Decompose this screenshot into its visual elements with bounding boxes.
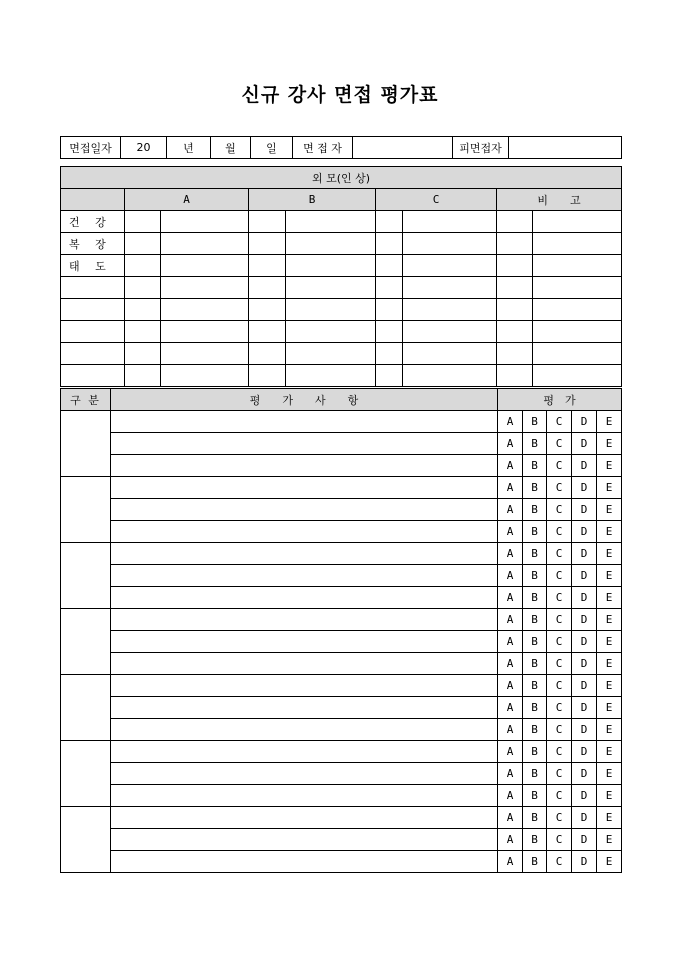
evaluation-category-cell[interactable] xyxy=(61,807,111,873)
grade-option-d[interactable]: D xyxy=(572,477,597,499)
appearance-input-cell[interactable] xyxy=(286,299,376,321)
evaluation-table xyxy=(60,388,622,873)
grade-option-a[interactable]: A xyxy=(498,697,523,719)
grade-option-e[interactable]: E xyxy=(597,455,622,477)
appearance-input-cell[interactable] xyxy=(497,321,533,343)
grade-option-b[interactable]: B xyxy=(523,521,547,543)
evaluation-category-cell[interactable] xyxy=(61,741,111,807)
appearance-input-cell[interactable] xyxy=(376,299,403,321)
appearance-section-title: 외 모(인 상) xyxy=(61,167,622,189)
grade-option-d[interactable]: D xyxy=(572,565,597,587)
grade-option-d[interactable]: D xyxy=(572,455,597,477)
appearance-input-cell[interactable] xyxy=(249,211,286,233)
month-unit: 월 xyxy=(225,141,236,155)
evaluation-item-cell[interactable] xyxy=(111,785,498,807)
evaluation-row xyxy=(61,477,622,499)
grade-option-a[interactable]: A xyxy=(498,785,523,807)
appearance-input-cell[interactable] xyxy=(286,321,376,343)
grade-option-a[interactable]: A xyxy=(498,565,523,587)
evaluation-item-cell[interactable] xyxy=(111,829,498,851)
evaluation-row xyxy=(61,763,622,785)
appearance-input-cell[interactable] xyxy=(497,299,533,321)
evaluation-row xyxy=(61,741,622,763)
appearance-input-cell[interactable] xyxy=(403,211,497,233)
appearance-input-cell[interactable] xyxy=(376,255,403,277)
appearance-row xyxy=(61,277,622,299)
appearance-input-cell[interactable] xyxy=(376,211,403,233)
appearance-row xyxy=(61,233,622,255)
grade-option-e[interactable]: E xyxy=(597,477,622,499)
grade-option-c[interactable]: C xyxy=(547,587,572,609)
grade-option-e[interactable]: E xyxy=(597,807,622,829)
appearance-input-cell[interactable] xyxy=(403,255,497,277)
appearance-input-cell[interactable] xyxy=(497,211,533,233)
appearance-input-cell[interactable] xyxy=(125,255,161,277)
grade-option-e[interactable]: E xyxy=(597,433,622,455)
evaluation-category-cell[interactable] xyxy=(61,543,111,609)
grade-option-c[interactable]: C xyxy=(547,477,572,499)
evaluation-row xyxy=(61,609,622,631)
grade-option-c[interactable]: C xyxy=(547,719,572,741)
grade-option-b[interactable]: B xyxy=(523,411,547,433)
evaluation-item-cell[interactable] xyxy=(111,719,498,741)
interview-info-table xyxy=(60,136,622,159)
appearance-row-label: 복 장 xyxy=(61,233,125,255)
appearance-input-cell[interactable] xyxy=(403,233,497,255)
grade-option-b[interactable]: B xyxy=(523,785,547,807)
grade-option-e[interactable]: E xyxy=(597,609,622,631)
appearance-input-cell[interactable] xyxy=(125,277,161,299)
grade-option-a[interactable]: A xyxy=(498,477,523,499)
date-label: 면접일자 xyxy=(61,137,121,159)
evaluation-row xyxy=(61,411,622,433)
grade-option-b[interactable]: B xyxy=(523,565,547,587)
interviewer-label: 면 접 자 xyxy=(293,137,353,159)
appearance-input-cell[interactable] xyxy=(533,321,622,343)
appearance-row-label xyxy=(61,299,125,321)
month-field[interactable] xyxy=(211,137,251,159)
column-header-remarks: 비 고 xyxy=(497,189,622,211)
column-header-a: A xyxy=(125,189,249,211)
evaluation-category-cell[interactable] xyxy=(61,477,111,543)
appearance-corner-cell xyxy=(61,189,125,211)
evaluation-item-cell[interactable] xyxy=(111,477,498,499)
grade-option-b[interactable]: B xyxy=(523,829,547,851)
appearance-row-label xyxy=(61,343,125,365)
grade-option-e[interactable]: E xyxy=(597,763,622,785)
appearance-input-cell[interactable] xyxy=(286,255,376,277)
grade-option-e[interactable]: E xyxy=(597,521,622,543)
appearance-input-cell[interactable] xyxy=(376,277,403,299)
grade-option-a[interactable]: A xyxy=(498,675,523,697)
grade-option-d[interactable]: D xyxy=(572,433,597,455)
grade-option-b[interactable]: B xyxy=(523,719,547,741)
grade-option-a[interactable]: A xyxy=(498,411,523,433)
grade-option-c[interactable]: C xyxy=(547,763,572,785)
grade-option-d[interactable]: D xyxy=(572,741,597,763)
grade-option-e[interactable]: E xyxy=(597,829,622,851)
appearance-input-cell[interactable] xyxy=(376,365,403,387)
evaluation-item-cell[interactable] xyxy=(111,741,498,763)
appearance-row xyxy=(61,299,622,321)
grade-option-c[interactable]: C xyxy=(547,609,572,631)
appearance-input-cell[interactable] xyxy=(403,321,497,343)
appearance-input-cell[interactable] xyxy=(403,277,497,299)
grade-option-e[interactable]: E xyxy=(597,675,622,697)
grade-option-a[interactable]: A xyxy=(498,631,523,653)
appearance-input-cell[interactable] xyxy=(286,365,376,387)
grade-option-c[interactable]: C xyxy=(547,653,572,675)
grade-option-c[interactable]: C xyxy=(547,543,572,565)
evaluation-row xyxy=(61,433,622,455)
evaluation-category-cell[interactable] xyxy=(61,609,111,675)
grade-option-a[interactable]: A xyxy=(498,433,523,455)
grade-option-d[interactable]: D xyxy=(572,653,597,675)
grade-option-b[interactable]: B xyxy=(523,477,547,499)
grade-option-c[interactable]: C xyxy=(547,807,572,829)
appearance-row xyxy=(61,365,622,387)
evaluation-item-cell[interactable] xyxy=(111,521,498,543)
evaluation-row xyxy=(61,653,622,675)
grade-option-e[interactable]: E xyxy=(597,741,622,763)
grade-option-c[interactable]: C xyxy=(547,521,572,543)
grade-option-d[interactable]: D xyxy=(572,543,597,565)
grade-option-a[interactable]: A xyxy=(498,851,523,873)
grade-option-d[interactable]: D xyxy=(572,521,597,543)
grade-option-d[interactable]: D xyxy=(572,587,597,609)
grade-option-e[interactable]: E xyxy=(597,785,622,807)
appearance-input-cell[interactable] xyxy=(403,343,497,365)
grade-option-e[interactable]: E xyxy=(597,851,622,873)
appearance-input-cell[interactable] xyxy=(286,343,376,365)
evaluation-item-cell[interactable] xyxy=(111,543,498,565)
grade-option-e[interactable]: E xyxy=(597,631,622,653)
year-field[interactable] xyxy=(167,137,211,159)
appearance-row-label xyxy=(61,277,125,299)
evaluation-category-cell[interactable] xyxy=(61,675,111,741)
appearance-input-cell[interactable] xyxy=(125,343,161,365)
evaluation-item-cell[interactable] xyxy=(111,763,498,785)
evaluation-row xyxy=(61,807,622,829)
interviewer-field[interactable] xyxy=(353,137,453,159)
evaluation-item-cell[interactable] xyxy=(111,697,498,719)
grade-option-b[interactable]: B xyxy=(523,587,547,609)
appearance-input-cell[interactable] xyxy=(497,233,533,255)
appearance-input-cell[interactable] xyxy=(249,233,286,255)
appearance-input-cell[interactable] xyxy=(125,365,161,387)
grade-option-b[interactable]: B xyxy=(523,807,547,829)
grade-option-a[interactable]: A xyxy=(498,587,523,609)
appearance-input-cell[interactable] xyxy=(161,255,249,277)
grade-option-a[interactable]: A xyxy=(498,455,523,477)
grade-option-c[interactable]: C xyxy=(547,697,572,719)
appearance-input-cell[interactable] xyxy=(161,211,249,233)
appearance-input-cell[interactable] xyxy=(376,321,403,343)
day-field[interactable] xyxy=(251,137,293,159)
grade-option-e[interactable]: E xyxy=(597,565,622,587)
evaluation-item-cell[interactable] xyxy=(111,565,498,587)
grade-option-d[interactable]: D xyxy=(572,829,597,851)
appearance-row-label xyxy=(61,321,125,343)
column-header-c: C xyxy=(376,189,497,211)
evaluation-row xyxy=(61,851,622,873)
category-header: 구 분 xyxy=(61,389,111,411)
grade-option-d[interactable]: D xyxy=(572,411,597,433)
appearance-input-cell[interactable] xyxy=(125,299,161,321)
appearance-input-cell[interactable] xyxy=(533,233,622,255)
evaluation-row xyxy=(61,697,622,719)
evaluation-row xyxy=(61,455,622,477)
evaluation-row xyxy=(61,631,622,653)
evaluation-row xyxy=(61,499,622,521)
appearance-row-label xyxy=(61,365,125,387)
grade-option-a[interactable]: A xyxy=(498,807,523,829)
evaluation-row xyxy=(61,565,622,587)
appearance-input-cell[interactable] xyxy=(161,233,249,255)
evaluation-item-cell[interactable] xyxy=(111,653,498,675)
appearance-row-label: 건 강 xyxy=(61,211,125,233)
grade-option-b[interactable]: B xyxy=(523,653,547,675)
grade-option-e[interactable]: E xyxy=(597,411,622,433)
appearance-input-cell[interactable] xyxy=(286,211,376,233)
column-header-b: B xyxy=(249,189,376,211)
appearance-input-cell[interactable] xyxy=(286,277,376,299)
appearance-input-cell[interactable] xyxy=(249,277,286,299)
appearance-row xyxy=(61,343,622,365)
grade-option-a[interactable]: A xyxy=(498,499,523,521)
appearance-row xyxy=(61,321,622,343)
grade-option-e[interactable]: E xyxy=(597,499,622,521)
grade-option-b[interactable]: B xyxy=(523,741,547,763)
interviewee-label: 피면접자 xyxy=(453,137,509,159)
grade-option-d[interactable]: D xyxy=(572,763,597,785)
grade-option-a[interactable]: A xyxy=(498,521,523,543)
page-title: 신규 강사 면접 평가표 xyxy=(241,84,439,106)
appearance-input-cell[interactable] xyxy=(533,365,622,387)
appearance-input-cell[interactable] xyxy=(286,233,376,255)
appearance-input-cell[interactable] xyxy=(533,299,622,321)
appearance-input-cell[interactable] xyxy=(161,343,249,365)
appearance-input-cell[interactable] xyxy=(161,277,249,299)
evaluation-items-header: 평 가 사 항 xyxy=(111,389,498,411)
appearance-input-cell[interactable] xyxy=(497,365,533,387)
grade-option-d[interactable]: D xyxy=(572,631,597,653)
appearance-table xyxy=(60,166,622,387)
grade-option-c[interactable]: C xyxy=(547,433,572,455)
appearance-input-cell[interactable] xyxy=(533,277,622,299)
evaluation-item-cell[interactable] xyxy=(111,851,498,873)
appearance-input-cell[interactable] xyxy=(403,365,497,387)
grade-option-d[interactable]: D xyxy=(572,675,597,697)
evaluation-item-cell[interactable] xyxy=(111,587,498,609)
grade-option-b[interactable]: B xyxy=(523,763,547,785)
grade-option-a[interactable]: A xyxy=(498,653,523,675)
grade-option-b[interactable]: B xyxy=(523,631,547,653)
grade-option-c[interactable]: C xyxy=(547,829,572,851)
grade-option-c[interactable]: C xyxy=(547,499,572,521)
grade-option-d[interactable]: D xyxy=(572,719,597,741)
appearance-input-cell[interactable] xyxy=(125,321,161,343)
evaluation-item-cell[interactable] xyxy=(111,631,498,653)
evaluation-row xyxy=(61,543,622,565)
appearance-input-cell[interactable] xyxy=(161,299,249,321)
grade-option-d[interactable]: D xyxy=(572,499,597,521)
grade-header: 평 가 xyxy=(498,389,622,411)
year-prefix: 20 xyxy=(121,137,167,159)
evaluation-category-cell[interactable] xyxy=(61,411,111,477)
grade-option-a[interactable]: A xyxy=(498,609,523,631)
grade-option-c[interactable]: C xyxy=(547,741,572,763)
grade-option-e[interactable]: E xyxy=(597,587,622,609)
interviewee-field[interactable] xyxy=(509,137,622,159)
appearance-input-cell[interactable] xyxy=(249,365,286,387)
grade-option-d[interactable]: D xyxy=(572,609,597,631)
appearance-input-cell[interactable] xyxy=(249,321,286,343)
day-unit: 일 xyxy=(266,141,277,155)
appearance-input-cell[interactable] xyxy=(125,233,161,255)
grade-option-e[interactable]: E xyxy=(597,697,622,719)
grade-option-c[interactable]: C xyxy=(547,851,572,873)
appearance-input-cell[interactable] xyxy=(376,233,403,255)
grade-option-b[interactable]: B xyxy=(523,697,547,719)
grade-option-e[interactable]: E xyxy=(597,719,622,741)
evaluation-row xyxy=(61,587,622,609)
appearance-row xyxy=(61,255,622,277)
grade-option-e[interactable]: E xyxy=(597,543,622,565)
grade-option-a[interactable]: A xyxy=(498,763,523,785)
evaluation-row xyxy=(61,785,622,807)
evaluation-item-cell[interactable] xyxy=(111,807,498,829)
appearance-input-cell[interactable] xyxy=(125,211,161,233)
appearance-input-cell[interactable] xyxy=(161,321,249,343)
appearance-row-label: 태 도 xyxy=(61,255,125,277)
grade-option-a[interactable]: A xyxy=(498,719,523,741)
grade-option-c[interactable]: C xyxy=(547,565,572,587)
evaluation-row xyxy=(61,719,622,741)
evaluation-item-cell[interactable] xyxy=(111,609,498,631)
appearance-input-cell[interactable] xyxy=(533,343,622,365)
evaluation-item-cell[interactable] xyxy=(111,455,498,477)
appearance-input-cell[interactable] xyxy=(533,255,622,277)
appearance-input-cell[interactable] xyxy=(533,211,622,233)
evaluation-item-cell[interactable] xyxy=(111,433,498,455)
appearance-input-cell[interactable] xyxy=(497,255,533,277)
evaluation-row xyxy=(61,521,622,543)
appearance-input-cell[interactable] xyxy=(249,343,286,365)
appearance-input-cell[interactable] xyxy=(497,343,533,365)
grade-option-c[interactable]: C xyxy=(547,631,572,653)
evaluation-row xyxy=(61,675,622,697)
appearance-input-cell[interactable] xyxy=(249,255,286,277)
grade-option-d[interactable]: D xyxy=(572,851,597,873)
year-unit: 년 xyxy=(183,141,194,155)
evaluation-row xyxy=(61,829,622,851)
grade-option-b[interactable]: B xyxy=(523,499,547,521)
grade-option-c[interactable]: C xyxy=(547,411,572,433)
appearance-input-cell[interactable] xyxy=(497,277,533,299)
grade-option-c[interactable]: C xyxy=(547,675,572,697)
grade-option-b[interactable]: B xyxy=(523,675,547,697)
grade-option-c[interactable]: C xyxy=(547,455,572,477)
grade-option-b[interactable]: B xyxy=(523,433,547,455)
grade-option-b[interactable]: B xyxy=(523,851,547,873)
grade-option-c[interactable]: C xyxy=(547,785,572,807)
grade-option-d[interactable]: D xyxy=(572,697,597,719)
appearance-input-cell[interactable] xyxy=(376,343,403,365)
grade-option-b[interactable]: B xyxy=(523,455,547,477)
grade-option-b[interactable]: B xyxy=(523,609,547,631)
evaluation-item-cell[interactable] xyxy=(111,499,498,521)
appearance-input-cell[interactable] xyxy=(249,299,286,321)
grade-option-d[interactable]: D xyxy=(572,785,597,807)
grade-option-d[interactable]: D xyxy=(572,807,597,829)
evaluation-item-cell[interactable] xyxy=(111,411,498,433)
appearance-input-cell[interactable] xyxy=(403,299,497,321)
evaluation-item-cell[interactable] xyxy=(111,675,498,697)
grade-option-a[interactable]: A xyxy=(498,741,523,763)
grade-option-b[interactable]: B xyxy=(523,543,547,565)
appearance-row xyxy=(61,211,622,233)
appearance-input-cell[interactable] xyxy=(161,365,249,387)
grade-option-a[interactable]: A xyxy=(498,543,523,565)
grade-option-e[interactable]: E xyxy=(597,653,622,675)
grade-option-a[interactable]: A xyxy=(498,829,523,851)
